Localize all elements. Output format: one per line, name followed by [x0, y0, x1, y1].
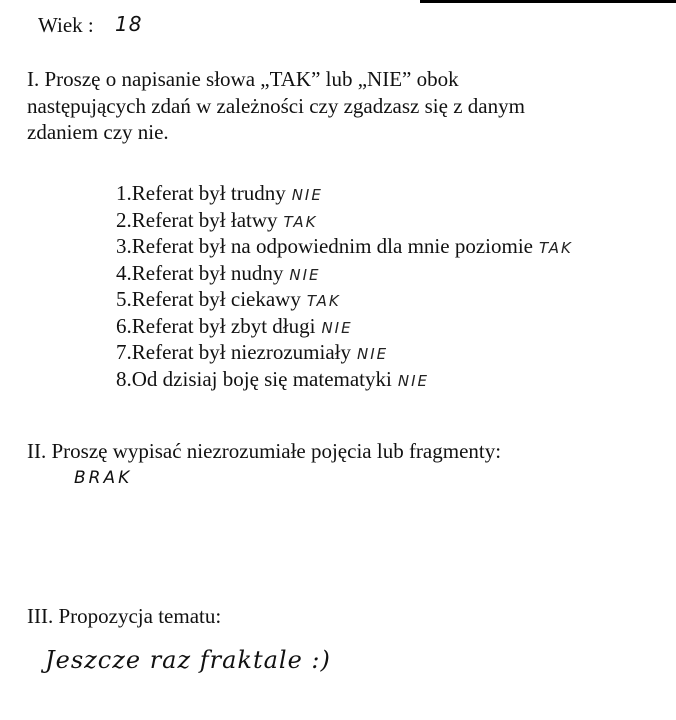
handwritten-answer: NIE — [397, 371, 429, 390]
question-text: 6.Referat był zbyt długi — [116, 313, 316, 338]
section1-title-line: następujących zdań w zależności czy zgadzasz się z danym — [27, 93, 525, 118]
section3-handwritten-answer: Jeszcze raz fraktale :) — [45, 646, 331, 674]
question-list — [116, 180, 573, 392]
question-text: 2.Referat był łatwy — [116, 207, 278, 232]
handwritten-answer: NIE — [291, 186, 323, 204]
section2-handwritten-answer: BRAK — [74, 468, 133, 488]
age-label-row — [38, 14, 94, 37]
question-text: 1.Referat był trudny — [116, 181, 286, 205]
question-item — [116, 366, 573, 393]
question-item — [116, 180, 573, 207]
question-text: 4.Referat był nudny — [116, 260, 284, 285]
section1-title-line: I. Proszę o napisanie słowa „TAK” lub „NIE” obok — [27, 67, 459, 91]
question-text: 3.Referat był na odpowiednim dla mnie poziomie — [116, 234, 533, 258]
handwritten-answer: NIE — [321, 318, 353, 337]
handwritten-answer: TAK — [306, 292, 341, 310]
question-item — [116, 233, 573, 260]
question-item — [116, 286, 573, 313]
handwritten-answer: NIE — [289, 265, 321, 284]
section1-title — [27, 66, 525, 146]
section1-title-line: zdaniem czy nie. — [27, 120, 169, 145]
age-colon: : — [87, 13, 94, 37]
question-text: 8.Od dzisiaj boję się matematyki — [116, 366, 392, 391]
question-item — [116, 339, 573, 366]
question-text: 7.Referat był niezrozumiały — [116, 340, 351, 364]
handwritten-answer: NIE — [357, 345, 389, 363]
question-item — [116, 313, 573, 340]
handwritten-answer: TAK — [538, 239, 573, 257]
question-item — [116, 260, 573, 287]
scan-edge-line — [420, 0, 676, 3]
question-item — [116, 207, 573, 234]
section2-title: II. Proszę wypisać niezrozumiałe pojęcia lub fragmenty: — [27, 439, 502, 463]
age-label: Wiek — [38, 13, 83, 37]
handwritten-answer: TAK — [283, 212, 318, 231]
age-value: 18 — [115, 12, 143, 36]
section3-title: III. Propozycja tematu: — [27, 604, 222, 628]
question-text: 5.Referat był ciekawy — [116, 287, 301, 311]
